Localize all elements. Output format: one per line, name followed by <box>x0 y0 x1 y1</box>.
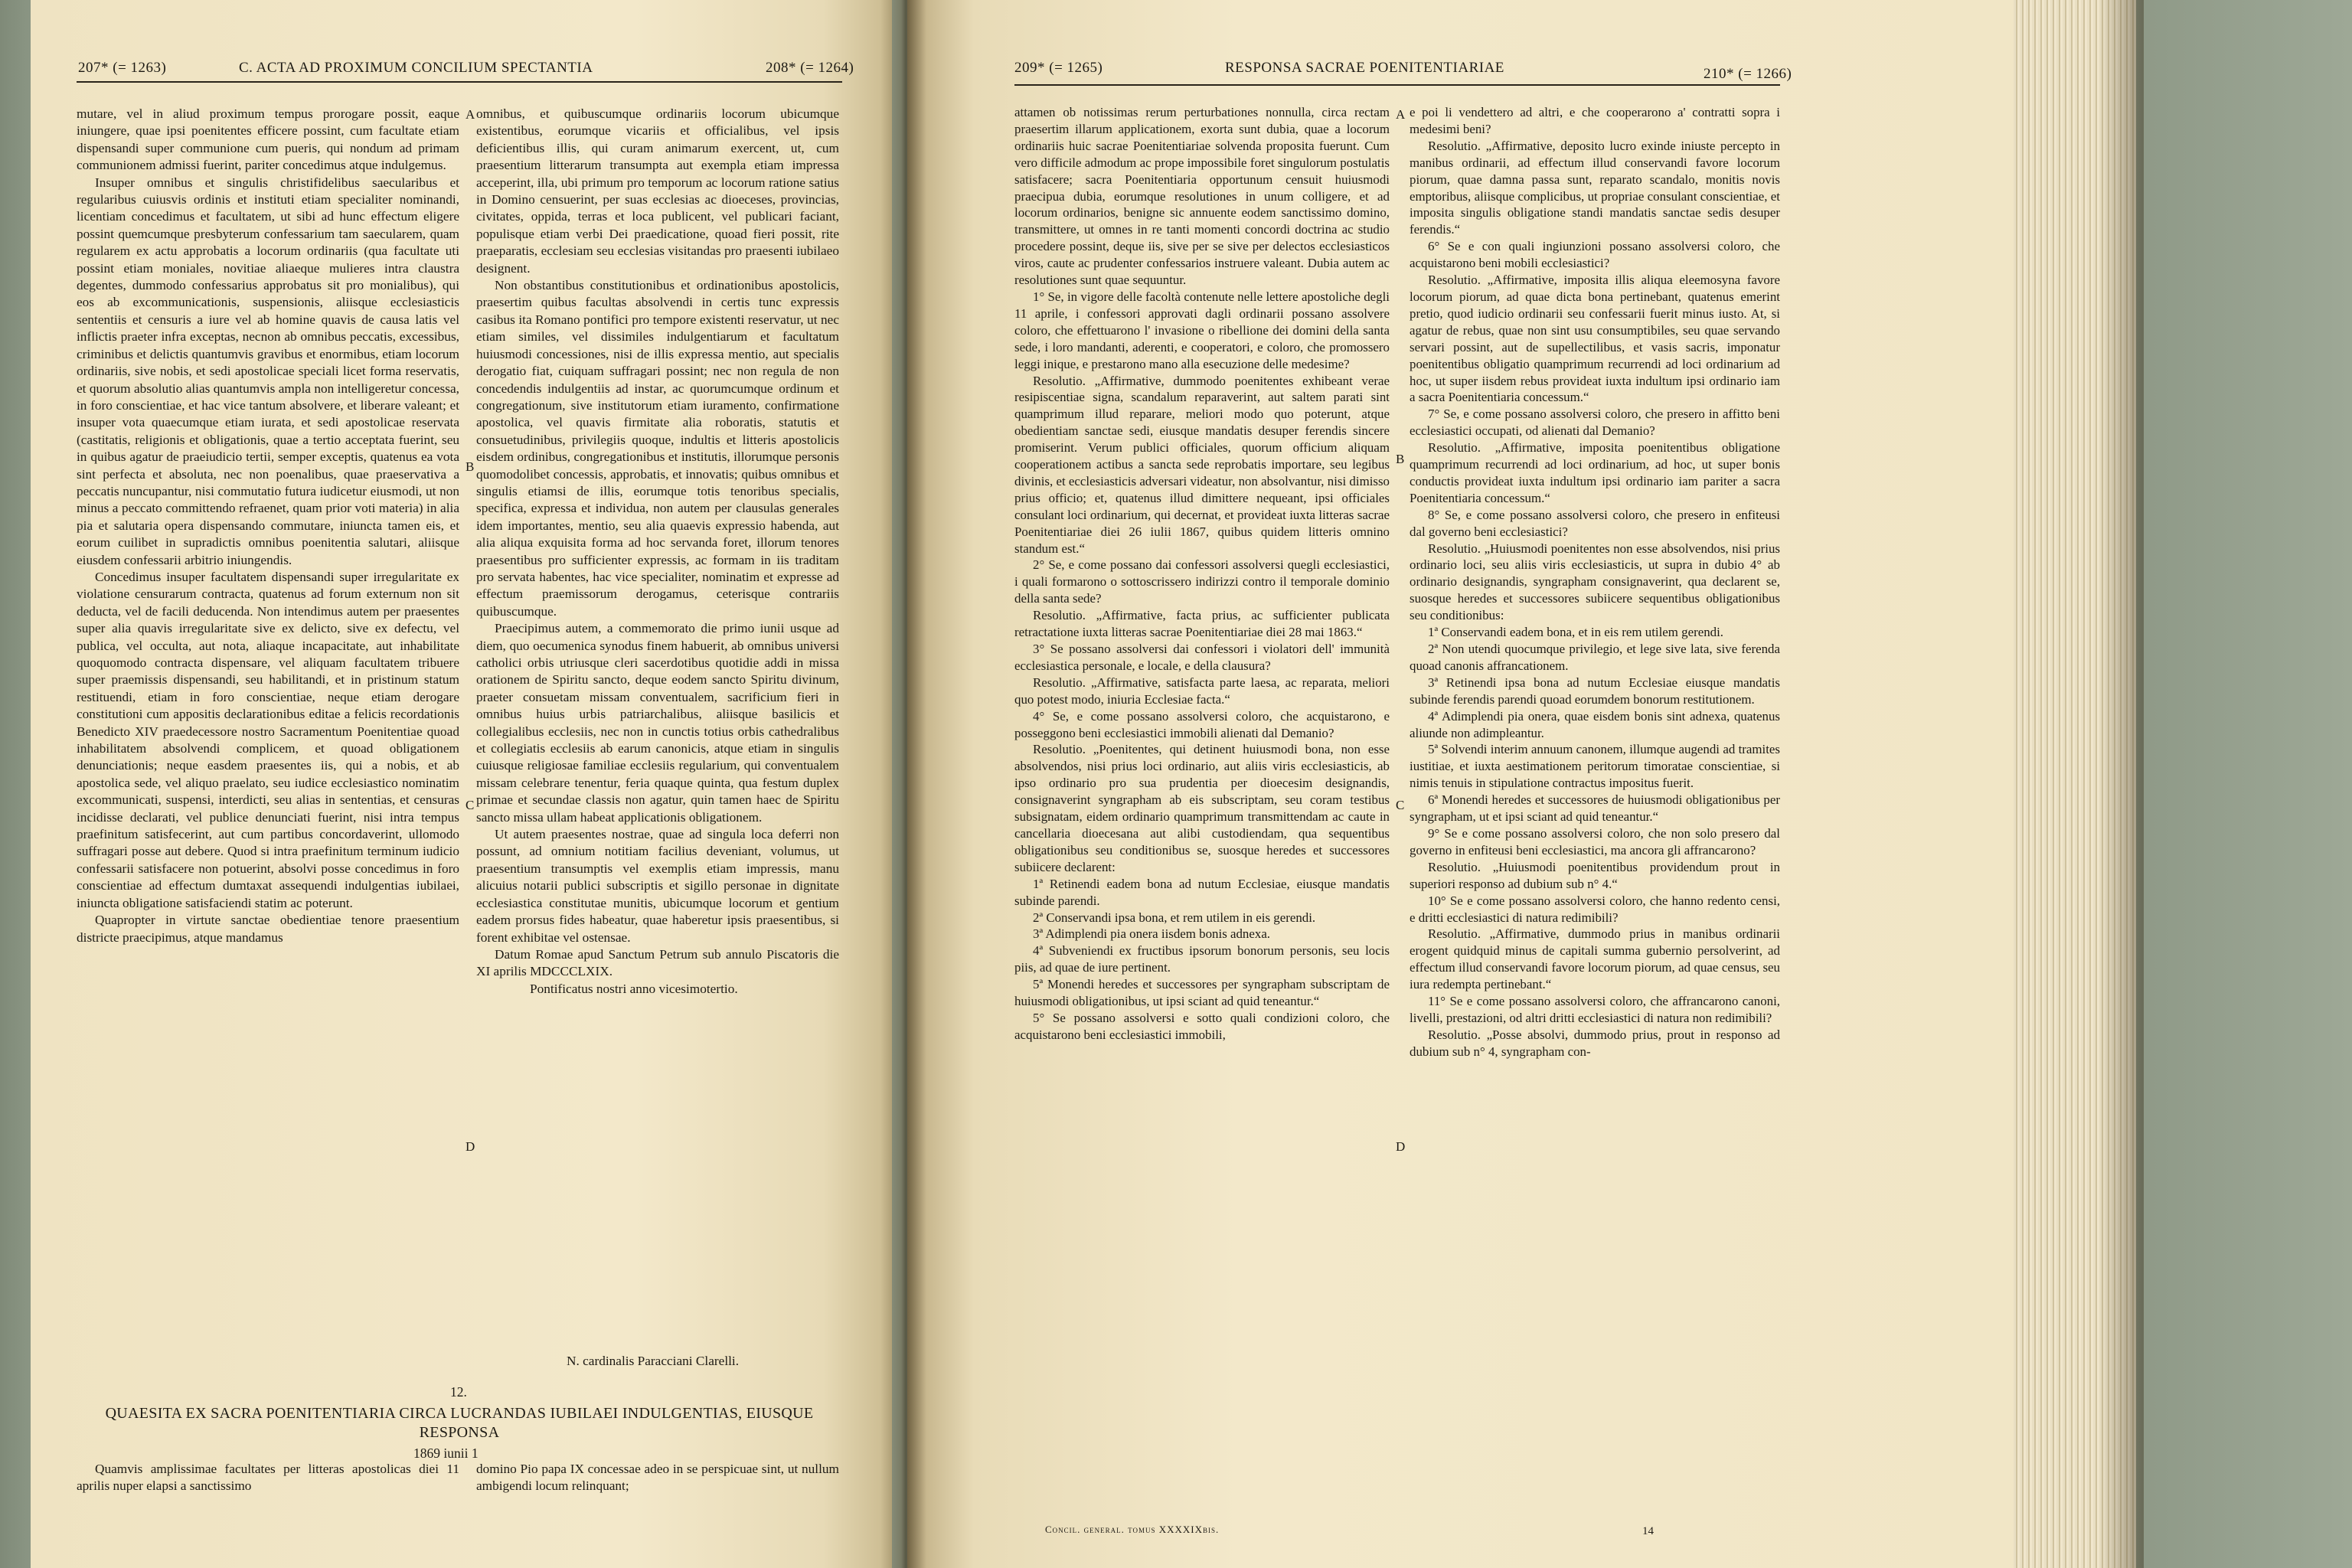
paragraph: Concedimus insuper facultatem dispensandi super irregularitate ex violatione censurarum contracta, quatenus ad forum externum non sit deducta, vel de facili deducenda. Non intendimus autem per praesentes super alia quavis irregularitate sive ex delicto, sive ex defectu, vel publica, vel occulta, aut nota, aliaque incapacitate, aut inhabilitate quoquomodo contracta dispensare, vel aliquam facultatem tribuere super praemissis dispensandi, seu habilitandi, et in pristinum statum restituendi, etiam in foro conscientiae, neque etiam derogare constitutioni cum appositis declarationibus editae a felicis recordationis Benedicto XIV praedecessore nostro Sacramentum Poenitentiae quoad inhabilitatem absolvendi complicem, et quoad obligationem denunciationis; neque easdem praesentes iis, qui a nobis, et ab apostolica sede, vel aliquo praelato, seu iudice ecclesiastico nominatim excommunicati, suspensi, interdicti, seu alias in sententias, et censuras incidisse declarati, vel publice denunciati fuerint, nisi intra tempus praefinitum satisfecerint, aut cum partibus concordaverint, ullomodo suffragari posse aut debere. Quod si intra praefinitum terminum iudicio confessarii satisfacere non potuerint, absolvi posse concedimus in foro conscientiae ad effectum dumtaxat assequendi indulgentias iubilaei, iniuncta obligatione satisfaciendi statim ac poterunt. <box>77 569 459 910</box>
page-edge-shadow <box>2098 0 2144 1568</box>
paragraph: e poi li vendettero ad altri, e che cooperarono a' contratti sopra i medesimi beni? <box>1410 105 1780 136</box>
paragraph: mutare, vel in aliud proximum tempus prorogare possit, eaque iniungere, quae ipsi poenitentes efficere possint, cum facultate etiam dispensandi super communione cum pueris, qui nondum ad primam communionem admissi fuerint, pariter concedimus atque indulgemus. <box>77 106 459 173</box>
right-running-title: RESPONSA SACRAE POENITENTIARIAE <box>1225 60 1504 76</box>
header-rule <box>77 81 842 83</box>
obligation-item: 6ª Monendi heredes et successores de huiusmodi obligationibus per syngrapham, ut et ipsi sciant ad quid teneantur.“ <box>1410 792 1780 825</box>
left-running-title: C. ACTA AD PROXIMUM CONCILIUM SPECTANTIA <box>239 60 593 76</box>
section-title: QUAESITA EX SACRA POENITENTIARIA CIRCA LUCRANDAS IUBILAEI INDULGENTIAS, EIUSQUE RESPONSA <box>105 1405 814 1441</box>
left-page <box>31 0 892 1568</box>
paragraph: Quamvis amplissimae facultates per litteras apostolicas diei 11 aprilis nuper elapsi a sanctissimo <box>77 1462 459 1494</box>
question: 11° Se e come possano assolversi coloro, che affrancarono canoni, livelli, prestazioni, od altri dritti ecclesiastici di natura non redimibili? <box>1410 994 1780 1025</box>
open-book <box>31 0 2090 1568</box>
left-page-number-header: 207* (= 1263) <box>78 60 167 76</box>
paragraph: Ut autem praesentes nostrae, quae ad singula loca deferri non possunt, ad omnium notitiam facilius deveniant, volumus, ut praesentium transumptis vel exemplis etiam impressis, manu alicuius notarii publici subscriptis et sigillo personae in dignitate ecclesiastica constitutae munitis, ubicumque locorum et gentium eadem prorsus fides habeatur, quae haberetur ipsis praesentibus, si forent exhibitae vel ostensae. <box>476 827 839 945</box>
header-rule <box>1014 84 1780 86</box>
obligation-item: 5ª Monendi heredes et successores per syngrapham subscriptam de huiusmodi obligationibus, ut ipsi sciant ad quid teneantur.“ <box>1014 977 1390 1009</box>
question: 10° Se e come possano assolversi coloro, che hanno redento censi, e dritti ecclesiastici di natura redimibili? <box>1410 893 1780 925</box>
question: 6° Se e con quali ingiunzioni possano assolversi coloro, che acquistarono beni mobili ecclesiastici? <box>1410 239 1780 271</box>
section-date: 1869 iunii 1 <box>413 1446 479 1461</box>
margin-letter-d: D <box>466 1139 475 1154</box>
obligation-item: 1ª Conservandi eadem bona, et in eis rem utilem gerendi. <box>1428 625 1723 640</box>
resolution: Resolutio. „Posse absolvi, dummodo prius, prout in responso ad dubium sub n° 4, syngrapham con- <box>1410 1027 1780 1059</box>
resolution: Resolutio. „Affirmative, dummodo poenitentes exhibeant verae resipiscentiae signa, scandalum reparaverint, aut saltem parati sint quamprimum illud reparare, meliori modo quo poterunt, atque obedientiam sanctae sedi, eiusque mandatis desuper ferendis sincere promiserint. Verum publici officiales, quorum officium aliquam cooperationem actibus a sancta sede reprobatis importare, seu legibus divinis, et ecclesiasticis adversari videatur, non absolvantur, nisi dimisso prius officio; et, quatenus illud dimittere nequeant, ipsi officiales consulant loci ordinarium, qui decernat, et provideat iuxta litteras sacrae Poenitentiariae diei 26 iulii 1867, quibus quidem litteris omnino standum est.“ <box>1014 373 1390 556</box>
resolution: Resolutio. „Affirmative, facta prius, ac sufficienter publicata retractatione iuxta litteras sacrae Poenitentiariae diei 28 mai 1863.“ <box>1014 608 1390 640</box>
obligation-item: 4ª Subveniendi ex fructibus ipsorum bonorum personis, seu locis piis, ad quae de iure pertinent. <box>1014 943 1390 975</box>
margin-letter-b: B <box>466 459 475 474</box>
margin-letter-b: B <box>1396 452 1405 466</box>
question: 5° Se possano assolversi e sotto quali condizioni coloro, che acquistarono beni ecclesiastici immobili, <box>1014 1010 1390 1042</box>
paragraph: attamen ob notissimas rerum perturbationes nonnulla, circa rectam praesertim illarum applicationem, exorta sunt dubia, quae a locorum ordinariis huic sacrae Poenitentiariae solvenda proposita fuerunt. Cum vero difficile admodum ac prope impossibile foret singulorum postulatis satisfacere; sacra Poenitentiaria opportunum censuit huiusmodi praecipua dubia, eorumque resolutiones in unum colligere, et ad locorum ordinarios, benigne sic annuente eodem sanctissimo domino, transmittere, ut omnes in re tanti momenti concordi doctrina ac studio procedere possint, deque iis, sive per se sive per delectos ecclesiasticos viros, caute ac prudenter confessarios instruere valeant. Dubia autem ac resolutiones sunt quae sequuntur. <box>1014 105 1390 288</box>
paragraph: domino Pio papa IX concessae adeo in se perspicuae sint, ut nullum ambigendi locum relinquant; <box>476 1462 839 1494</box>
question: 1° Se, in vigore delle facoltà contenute nelle lettere apostoliche degli 11 aprile, i confessori approvati dagli ordinarii possano assolvere coloro, che effettuarono l' invasione o ribellione dei domini della santa sede, i loro mandanti, aderenti, e cooperatori, e coloro, che promossero leggi inique, e prestarono mano alla esecuzione delle medesime? <box>1014 289 1390 371</box>
resolution: Resolutio. „Huiusmodi poenitentibus providendum prout in superiori responso ad dubium sub n° 4.“ <box>1410 859 1780 891</box>
obligation-item: 4ª Adimplendi pia onera, quae eisdem bonis sint adnexa, quatenus aliunde non adimpleantur. <box>1410 708 1780 740</box>
right-column-2 <box>1410 104 1780 1060</box>
left-column-2 <box>476 106 839 998</box>
obligation-item: 1ª Retinendi eadem bona ad nutum Ecclesiae, eiusque mandatis subinde parendi. <box>1014 876 1390 908</box>
obligation-item: 2ª Conservandi ipsa bona, et rem utilem in eis gerendi. <box>1033 910 1316 925</box>
question: 7° Se, e come possano assolversi coloro, che presero in affitto beni ecclesiastici occupati, od alienati dal Demanio? <box>1410 407 1780 439</box>
obligation-item: 5ª Solvendi interim annuum canonem, illumque augendi ad tramites iustitiae, et iuxta aestimationem peritorum timoratae conscientiae, si nimis tenuis in stipulatione contractus impositus fuerit. <box>1410 742 1780 791</box>
margin-letter-c: C <box>466 798 475 812</box>
resolution: Resolutio. „Affirmative, imposita illis aliqua eleemosyna favore locorum piorum, ad quae dicta bona pertinebant, quatenus emerint pretio, quod iudicio ordinarii seu confessarii fuerit minus iusto. At, si agatur de rebus, quae non sint usu consumptibiles, seu quae servando servari possint, aut de supellectilibus, et vasis sacris, imponatur poenitentibus obligatio quamprimum recurrendi ad loci ordinarium ad hoc, ut super iisdem rebus provideat iuxta indultum ipsi ordinario iam a sacra Poenitentiaria concessum.“ <box>1410 273 1780 405</box>
paragraph: Insuper omnibus et singulis christifidelibus saecularibus et regularibus cuiusvis ordinis et instituti etiam specialiter nominandi, licentiam concedimus et facultatem, ut sibi ad hunc effectum eligere possint quemcumque presbyterum confessarium tam saecularem, quam regularem ex actu approbatis a locorum ordinariis (qua facultate uti possint etiam moniales, novitiae aliaeque mulieres intra claustra degentes, dummodo confessarius approbatus sit pro monialibus), qui eos ab excommunicationis, suspensionis, aliisque ecclesiasticis sententiis et censuris a iure vel ab homine quavis de causa latis vel inflictis praeter infra exceptas, necnon ab omnibus peccatis, excessibus, criminibus et delictis quantumvis gravibus et enormibus, etiam locorum ordinariis, sive nobis, et sedi apostolicae speciali licet forma reservatis, et quorum absolutio alias quantumvis ampla non intelligeretur concessa, in foro conscientiae, et hac vice tantum absolvere, et liberare valeant; et insuper vota quaecumque etiam iurata, et sedi apostolicae reservata (castitatis, religionis et obligationis, quae a tertio acceptata fuerint, seu in quibus agatur de praeiudicio tertii, semper exceptis, quatenus ea vota sint perfecta et absoluta, nec non poenalibus, quae praeservativa a peccatis nuncupantur, nisi commutatio futura iudicetur eiusmodi, ut non minus a peccato committendo refraenet, quam prior voti materia) in alia pia et salutaria opera dispensando commutare, iniuncta tamen eis, et eorum cuilibet in supradictis omnibus poenitentia salutari, aliisque eiusdem confessarii arbitrio iniungendis. <box>77 175 459 567</box>
obligation-item: 3ª Adimplendi pia onera iisdem bonis adnexa. <box>1033 926 1271 942</box>
margin-letter-a: A <box>1396 107 1406 122</box>
obligation-item: 3ª Retinendi ipsa bona ad nutum Ecclesiae eiusque mandatis subinde ferendis parendi quoad eorumdem bonorum restitutionem. <box>1410 675 1780 707</box>
question: 3° Se possano assolversi dai confessori i violatori dell' immunità ecclesiastica personale, e locale, e della clausura? <box>1014 642 1390 673</box>
question: 2° Se, e come possano dai confessori assolversi quegli ecclesiastici, i quali formarono o sottoscrissero indirizzi contro il temporale dominio della santa sede? <box>1014 557 1390 606</box>
left-column-1 <box>77 106 459 946</box>
margin-letter-c: C <box>1396 798 1405 812</box>
cardinal-signature: N. cardinalis Paracciani Clarelli. <box>567 1354 740 1368</box>
left-bottom-column-2 <box>476 1461 839 1495</box>
right-page-number-header-right: 210* (= 1266) <box>1704 66 1792 82</box>
book-gutter <box>880 0 926 1568</box>
obligation-item: 2ª Non utendi quocumque privilegio, et lege sive lata, sive ferenda quoad canonis affrancationem. <box>1410 642 1780 673</box>
signature-line: Concil. general. tomus XXXXIXbis. <box>1045 1524 1220 1535</box>
dating-clause: Datum Romae apud Sanctum Petrum sub annulo Piscatoris die XI aprilis MDCCCLXIX. <box>476 946 839 979</box>
right-column-1 <box>1014 104 1390 1044</box>
pontificate-year: Pontificatus nostri anno vicesimotertio. <box>530 981 738 996</box>
right-page <box>907 0 2014 1568</box>
question: 9° Se e come possano assolversi coloro, che non solo presero dal governo in enfiteusi beni ecclesiastici, ma ancora gli affrancarono? <box>1410 825 1780 858</box>
resolution: Resolutio. „Huiusmodi poenitentes non esse absolvendos, nisi prius ordinario loci, seu aliis viris ecclesiasticis, ut supra in dubio 4° ab ordinario designandis, syngrapham consignaverint, qua declarent se, suosque heredes et successores subiicere sequentibus obligationibus seu conditionibus: <box>1410 541 1780 623</box>
paragraph: Quapropter in virtute sanctae obedientiae tenore praesentium districte praecipimus, atque mandamus <box>77 913 459 945</box>
section-number: 12. <box>450 1384 467 1400</box>
question: 4° Se, e come possano assolversi coloro, che acquistarono, e posseggono beni ecclesiastici immobili alienati dal Demanio? <box>1014 708 1390 740</box>
right-page-number-header: 209* (= 1265) <box>1014 60 1103 76</box>
resolution: Resolutio. „Affirmative, imposita poenitentibus obligatione quamprimum recurrendi ad loci ordinarium, ad hoc, ut super bonis conductis provideat iuxta indultum ipsi ordinario iam pariter a sacra Poenitentiaria concessum.“ <box>1410 440 1780 505</box>
margin-letter-a: A <box>466 107 475 122</box>
resolution: Resolutio. „Affirmative, dummodo prius in manibus ordinarii erogent quidquid minus de capitali summa gubernio persolverint, ad effectum illud conservandi favore locorum piorum, ad quae census, seu iura redempta pertinebant.“ <box>1410 926 1780 992</box>
paragraph: omnibus, et quibuscumque ordinariis locorum ubicumque existentibus, eorumque vicariis et officialibus, vel ipsis deficientibus illis, qui curam animarum exercent, ut, cum praesentium litterarum transumpta aut exempla etiam impressa acceperint, illa, ubi primum pro temporum ac locorum ratione satius in Domino censuerint, per suas ecclesias ac dioeceses, provincias, civitates, oppida, terras et loca publicent, vel publicari faciant, populisque etiam verbi Dei praedicatione, quoad fieri possit, rite praeparatis, ecclesiam seu ecclesias visitandas pro praesenti iubilaeo designent. <box>476 106 839 276</box>
resolution: Resolutio. „Affirmative, satisfacta parte laesa, ac reparata, meliori quo potest modo, iniuria Ecclesiae facta.“ <box>1014 675 1390 707</box>
resolution: Resolutio. „Poenitentes, qui detinent huiusmodi bona, non esse absolvendos, nisi prius loci ordinario, aut aliis viris ecclesiasticis, ab ipso ordinario pro sua prudentia per dioecesim designandis, consignaverint syngrapham ab eis subscriptam, seu coram testibus subsignatam, eidem ordinario quamprimum transmittendam ac caute in cancellaria dioecesana aut alibi custodiendam, qua sequentibus obligationibus seu conditionibus se, suosque heredes et successores subiicere declarent: <box>1014 742 1390 874</box>
margin-letter-d: D <box>1396 1139 1406 1154</box>
paragraph: Non obstantibus constitutionibus et ordinationibus apostolicis, praesertim quibus facultas absolvendi in certis tunc expressis casibus ita Romano pontifici pro tempore existenti reservatur, ut nec etiam similes, vel dissimiles indulgentiarum et facultatum huiusmodi concessiones, nisi de illis expressa mentio, aut specialis derogatio fiat, cuiquam suffragari possint; nec non regula de non concedendis indulgentiis ad instar, ac quorumcumque ordinum et congregationum, sive institutorum etiam iuramento, confirmatione apostolica, vel quavis firmitate alia roboratis, statutis et consuetudinibus, privilegiis quoque, indultis et litteris apostolicis eisdem ordinibus, congregationibus et institutis, illorumque personis quomodolibet concessis, approbatis, et innovatis; quibus omnibus et singulis etiamsi de illis, eorumque totis tenoribus specialis, specifica, expressa et individua, non autem per clausulas generales idem importantes, mentio, seu alia quaevis expressio habenda, aut alia aliqua exquisita forma ad hoc servanda foret, illorum tenores praesentibus pro sufficienter expressis, ac formam in iis traditam pro servata habentes, hac vice specialiter, nominatim et expresse ad effectum praemissorum derogamus, ceterisque contrariis quibuscumque. <box>476 278 839 619</box>
gathering-number: 14 <box>1642 1525 1654 1537</box>
left-bottom-column-1 <box>77 1461 459 1495</box>
question: 8° Se, e come possano assolversi coloro, che presero in enfiteusi dal governo beni ecclesiastici? <box>1410 507 1780 539</box>
left-page-number-header-right: 208* (= 1264) <box>766 60 854 76</box>
resolution: Resolutio. „Affirmative, deposito lucro exinde iniuste percepto in manibus ordinarii, ad effectum illud conservandi favore locorum piorum, quae damna passa sunt, reparato scandalo, monitis novis emptoribus, aliisque complicibus, ut propriae consulant conscientiae, et imposita singulis obligatione standi mandatis sanctae sedis desuper ferendis.“ <box>1410 138 1780 237</box>
paragraph: Praecipimus autem, a commemorato die primo iunii usque ad diem, quo oecumenica synodus finem habuerit, ab omnibus universi catholici orbis utriusque cleri sacerdotibus quotidie addi in missa orationem de Spiritu sancto, deque eodem sancto Spiritu divinum, praeter consuetam missam conventualem, sacrificium fieri in omnibus huius urbis patriarchalibus, aliisque basilicis et collegialibus ecclesiis, nec non in cunctis totius orbis cathedralibus et collegiatis ecclesiis ab earum canonicis, atque etiam in singulis cuiusque religiosae familiae ecclesiis regularium, qui conventualem missam celebrare tenentur, feria quaque quinta, qua festum duplex primae et secundae classis non agatur, quin tamen haec de Spiritu sancto missa ullam habeat applicationis obligationem. <box>476 621 839 825</box>
